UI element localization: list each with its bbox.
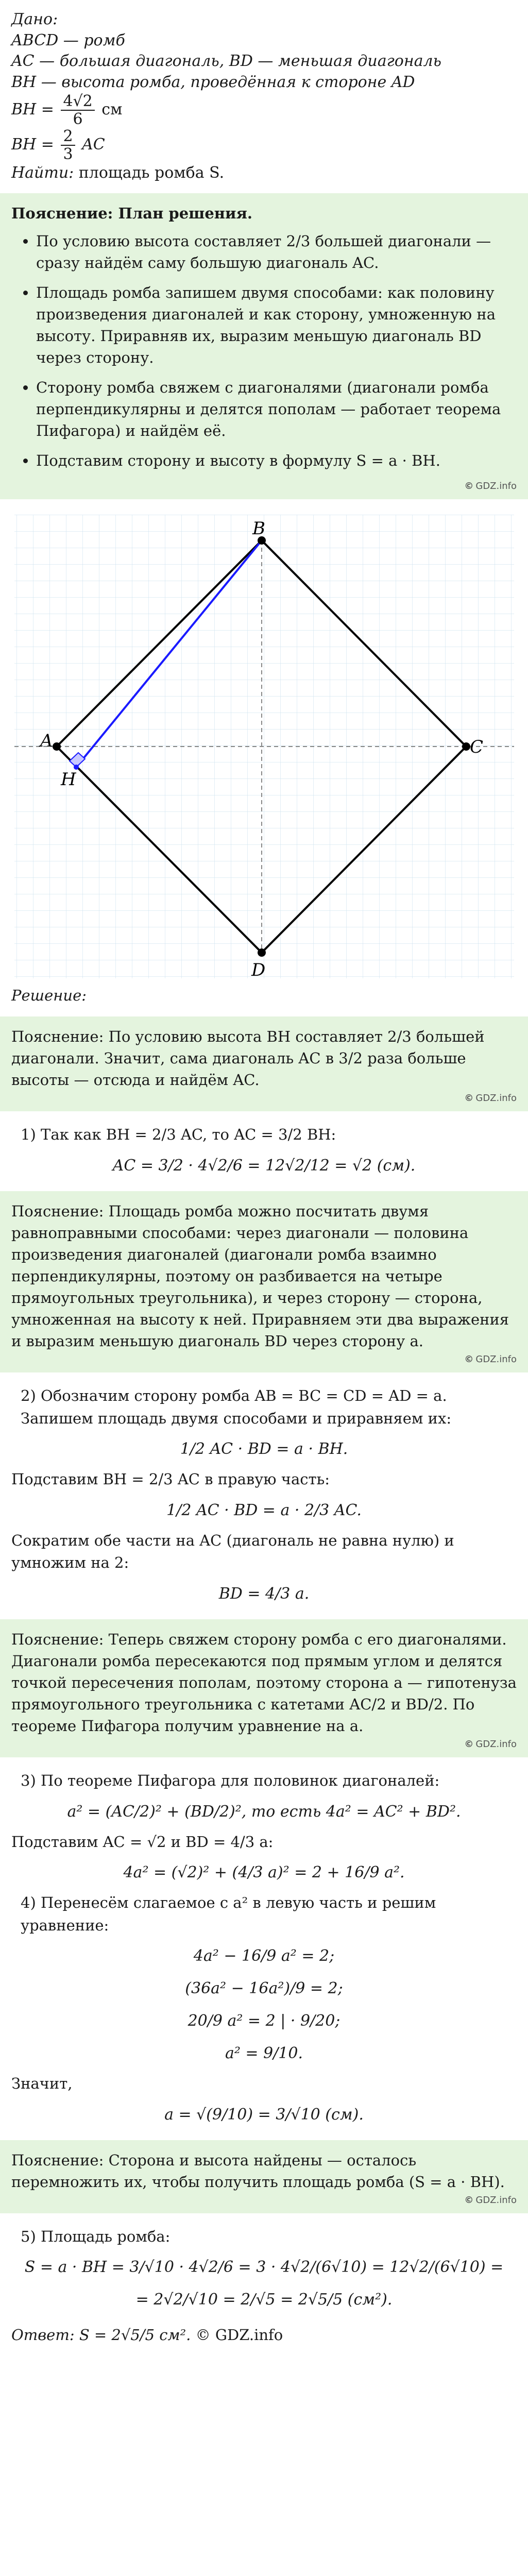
step-4-result: a = √(9/10) = 3/√10 (см). bbox=[164, 2105, 364, 2124]
step-1-text: 1) Так как BH = 2/3 AC, то AC = 3/2 BH: bbox=[21, 1126, 336, 1144]
plan-item: • Площадь ромба запишем двумя способами: как половину произведения диагоналей и как сторону, умноженную на высоту. Приравняв их, выразим меньшую диагональ BD через сторону. bbox=[36, 282, 517, 368]
explanation-1-text: Пояснение: По условию высота BH составляет 2/3 большей диагонали. Значит, сама диагональ AC в 3/2 раза больше высоты — отсюда и найдём AC. bbox=[11, 1028, 485, 1089]
step-2-sub-text: Подставим BH = 2/3 AC в правую часть: bbox=[11, 1470, 330, 1488]
answer-line bbox=[0, 2316, 528, 2359]
explanation-2-text: Пояснение: Площадь ромба можно посчитать двумя равноправными способами: через диагонали — половина произведения диагоналей (диагонали ромба взаимно перпендикулярны, поэтому он разбивается на четыре прямоугольных треугольника), и через сторону — сторона, умноженная на высоту к ней. Приравняем эти два выражения и выразим меньшую диагональ BD через сторону a. bbox=[11, 1202, 509, 1350]
gdz-mark: © GDZ.info bbox=[464, 1739, 517, 1750]
plan-title: Пояснение: План решения. bbox=[11, 204, 253, 222]
step-5-line-2: = 2√2/√10 = 2/√5 = 2√5/5 (см²). bbox=[135, 2291, 393, 2309]
step-3-text: 3) По теореме Пифагора для половинок диагоналей: bbox=[21, 1772, 440, 1790]
step-5-line-1: S = a · BH = 3/√10 · 4√2/6 = 3 · 4√2/(6√10) = 12√2/(6√10) = bbox=[24, 2258, 504, 2277]
plan-item: • Сторону ромба свяжем с диагоналями (диагонали ромба перпендикулярны и делятся пополам — работает теорема Пифагора) и найдём её. bbox=[36, 377, 517, 442]
copyright-icon: © bbox=[464, 1093, 474, 1104]
step-4-line: 4a² − 16/9 a² = 2; bbox=[193, 1947, 335, 1965]
explanation-4-text: Пояснение: Сторона и высота найдены — осталось перемножить их, чтобы получить площадь ромба (S = a · BH). bbox=[11, 2151, 505, 2191]
vertex-c bbox=[462, 742, 470, 751]
given-bh2-rhs: AC bbox=[82, 135, 105, 154]
given-height: BH — высота ромба, проведённая к стороне AD bbox=[11, 73, 415, 91]
vertex-a bbox=[53, 742, 61, 751]
given-bh2-lhs: BH = bbox=[11, 135, 54, 154]
step-4-line: (36a² − 16a²)/9 = 2; bbox=[185, 1979, 343, 1998]
step-3-formula: a² = (AC/2)² + (BD/2)², то есть 4a² = AC² + BD². bbox=[67, 1802, 461, 1821]
solution-label: Решение: bbox=[11, 987, 87, 1005]
given-bh-lhs: BH = bbox=[11, 100, 54, 118]
gdz-mark: © GDZ.info bbox=[464, 1354, 517, 1365]
copyright-icon: © bbox=[464, 1739, 474, 1750]
given-bh2-fraction bbox=[61, 128, 75, 163]
label-d: D bbox=[251, 960, 266, 981]
step-2-result: BD = 4/3 a. bbox=[218, 1584, 310, 1603]
given-bh-num: 4√2 bbox=[61, 93, 94, 111]
given-find bbox=[11, 163, 517, 184]
plan-item: • Подставим сторону и высоту в формулу S = a · BH. bbox=[36, 450, 517, 471]
explanation-1 bbox=[0, 1016, 528, 1111]
explanation-3 bbox=[0, 1619, 528, 1757]
given-bh-unit: см bbox=[101, 100, 123, 118]
explanation-4 bbox=[0, 2140, 528, 2213]
given-bh-fraction bbox=[61, 93, 94, 128]
copyright-icon: © bbox=[464, 481, 474, 492]
label-b: B bbox=[252, 518, 265, 539]
step-2-text: 2) Обозначим сторону ромба AB = BC = CD = AD = a. Запишем площадь двумя способами и приравняем их: bbox=[21, 1387, 452, 1427]
plan-item: • По условию высота составляет 2/3 большей диагонали — сразу найдём саму большую диагональ AC. bbox=[36, 230, 517, 274]
given-bh-value bbox=[11, 93, 517, 128]
label-h: H bbox=[61, 769, 76, 790]
label-a: A bbox=[40, 731, 53, 752]
step-4-line: a² = 9/10. bbox=[225, 2044, 303, 2063]
footer-mark: GDZ.info bbox=[215, 2326, 283, 2344]
gdz-mark: © GDZ.info bbox=[464, 1093, 517, 1104]
step-5-text: 5) Площадь ромба: bbox=[21, 2227, 171, 2245]
given-bh2-den: 3 bbox=[63, 145, 73, 163]
answer-text: S = 2√5/5 см². bbox=[79, 2326, 191, 2344]
given-bh-den: 6 bbox=[73, 110, 83, 128]
rhombus-svg bbox=[0, 515, 528, 984]
step-2-formula: 1/2 AC · BD = a · BH. bbox=[180, 1440, 348, 1459]
given-bh2-num: 2 bbox=[61, 128, 75, 146]
vertex-d bbox=[258, 948, 266, 957]
step-4-text: 4) Перенесём слагаемое с a² в левую часть и решим уравнение: bbox=[21, 1894, 436, 1934]
answer-label: Ответ: bbox=[11, 2326, 75, 2344]
copyright-icon: © bbox=[464, 1354, 474, 1365]
gdz-mark: © GDZ.info bbox=[464, 2194, 517, 2206]
given-find-label: Найти: bbox=[11, 164, 74, 182]
label-c: C bbox=[470, 737, 484, 758]
given-section bbox=[0, 0, 528, 184]
copyright-icon: © bbox=[464, 2194, 474, 2206]
given-diagonals: AC — большая диагональ, BD — меньшая диагональ bbox=[11, 52, 441, 70]
copyright-icon: © bbox=[195, 2326, 211, 2344]
rhombus-diagram bbox=[0, 515, 528, 984]
given-rhombus: ABCD — ромб bbox=[11, 31, 125, 49]
plan-box bbox=[0, 193, 528, 500]
step-4-line: 20/9 a² = 2 | · 9/20; bbox=[188, 2012, 340, 2030]
explanation-3-text: Пояснение: Теперь свяжем сторону ромба с его диагоналями. Диагонали ромба пересекаются под прямым углом и делятся точкой пересечения пополам, поэтому сторона a — гипотенуза прямоугольного треугольника с катетами AC/2 и BD/2. По теореме Пифагора получим уравнение на a. bbox=[11, 1630, 517, 1735]
step-2-cancel-text: Сократим обе части на AC (диагональ не равна нулю) и умножим на 2: bbox=[11, 1531, 454, 1572]
gdz-mark: © GDZ.info bbox=[464, 481, 517, 492]
step-3-sub-formula: 4a² = (√2)² + (4/3 a)² = 2 + 16/9 a². bbox=[123, 1863, 405, 1882]
explanation-2 bbox=[0, 1191, 528, 1372]
step-2-sub-formula: 1/2 AC · BD = a · 2/3 AC. bbox=[166, 1501, 362, 1519]
given-title: Дано: bbox=[11, 10, 58, 28]
step-3-sub-text: Подставим AC = √2 и BD = 4/3 a: bbox=[11, 1833, 274, 1851]
given-bh-ratio bbox=[11, 128, 517, 163]
given-find-text: площадь ромба S. bbox=[78, 164, 225, 182]
step-1-formula: AC = 3/2 · 4√2/6 = 12√2/12 = √2 (см). bbox=[112, 1156, 416, 1175]
plan-list bbox=[11, 230, 517, 471]
step-4-then: Значит, bbox=[11, 2075, 73, 2093]
